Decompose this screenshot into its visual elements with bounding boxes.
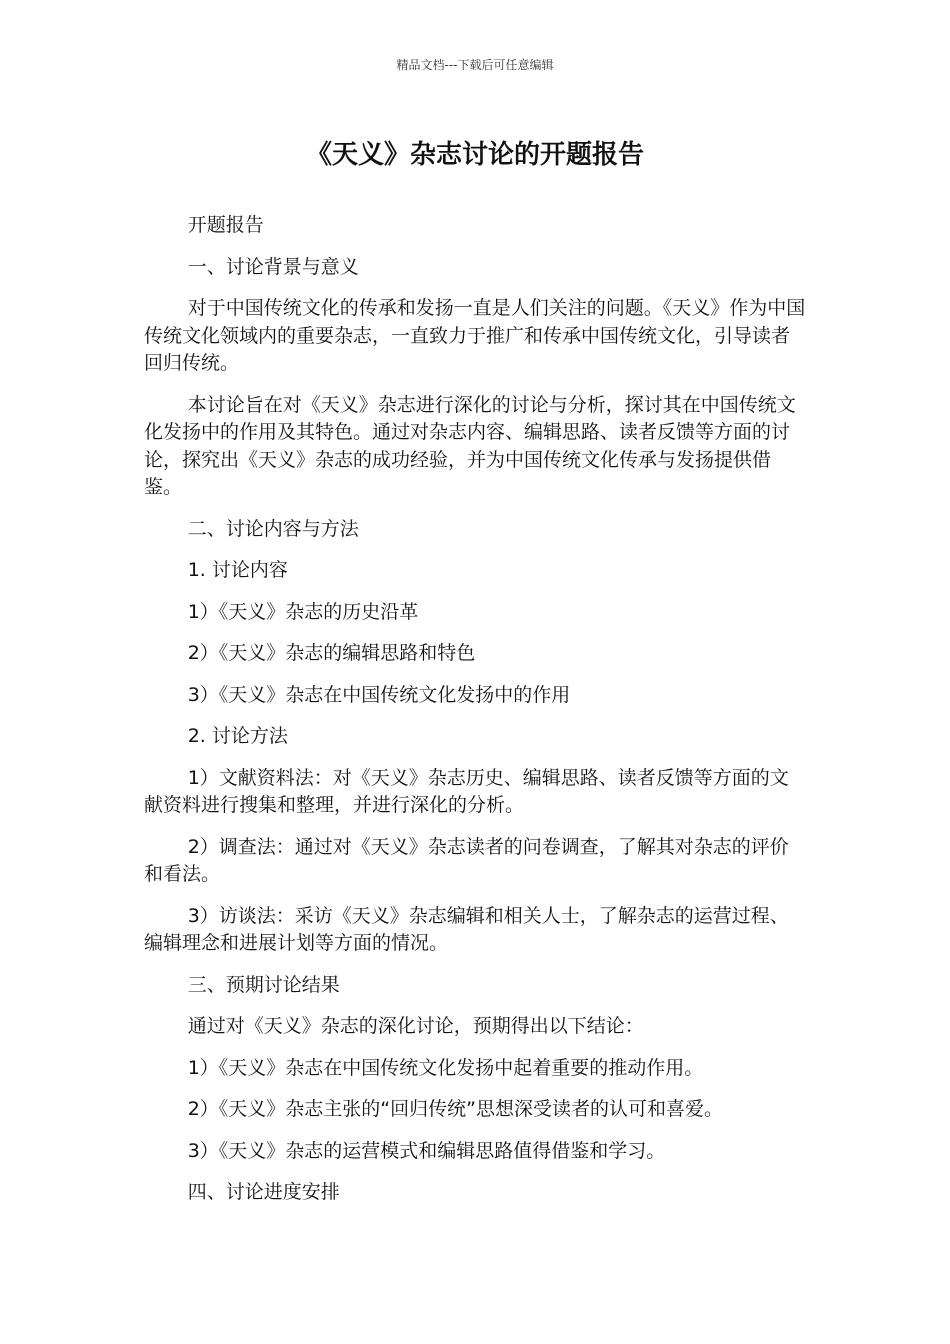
list-item: 1）文献资料法：对《天义》杂志历史、编辑思路、读者反馈等方面的文献资料进行搜集和整理，并进行深化的分析。	[144, 766, 789, 816]
list-item: 3）《天义》杂志在中国传统文化发扬中的作用	[187, 683, 571, 706]
document-title: 《天义》杂志讨论的开题报告	[305, 140, 644, 170]
list-item: 1）《天义》杂志在中国传统文化发扬中起着重要的推动作用。	[187, 1056, 704, 1079]
paragraph: 对于中国传统文化的传承和发扬一直是人们关注的问题。《天义》作为中国传统文化领域内的重要杂志，一直致力于推广和传承中国传统文化，引导读者回归传统。	[144, 297, 806, 374]
list-item: 3）《天义》杂志的运营模式和编辑思路值得借鉴和学习。	[187, 1139, 666, 1162]
section-heading-schedule: 四、讨论进度安排	[187, 1181, 340, 1203]
subsection-heading-method: 2. 讨论方法	[187, 725, 288, 747]
paragraph: 通过对《天义》杂志的深化讨论，预期得出以下结论：	[187, 1015, 644, 1037]
paragraph: 本讨论旨在对《天义》杂志进行深化的讨论与分析，探讨其在中国传统文化发扬中的作用及其特色。通过对杂志内容、编辑思路、读者反馈等方面的讨论，探究出《天义》杂志的成功经验，并为中国传统文化传承与发扬提供借鉴。	[144, 393, 796, 498]
paragraph-report-label: 开题报告	[187, 214, 264, 236]
section-heading-content-method: 二、讨论内容与方法	[187, 517, 359, 540]
subsection-heading-content: 1. 讨论内容	[187, 559, 288, 581]
list-item: 1）《天义》杂志的历史沿革	[187, 600, 419, 623]
list-item: 2）《天义》杂志主张的“回归传统”思想深受读者的认可和喜爱。	[187, 1098, 723, 1120]
section-heading-background: 一、讨论背景与意义	[187, 255, 359, 278]
list-item: 2）《天义》杂志的编辑思路和特色	[187, 642, 476, 664]
document-body	[144, 212, 806, 1221]
section-heading-expected-results: 三、预期讨论结果	[187, 973, 340, 996]
list-item: 3）访谈法：采访《天义》杂志编辑和相关人士，了解杂志的运营过程、编辑理念和进展计划等方面的情况。	[144, 904, 789, 954]
list-item: 2）调查法：通过对《天义》杂志读者的问卷调查，了解其对杂志的评价和看法。	[144, 835, 789, 885]
page-header: 精品文档---下载后可任意编辑	[396, 58, 554, 72]
